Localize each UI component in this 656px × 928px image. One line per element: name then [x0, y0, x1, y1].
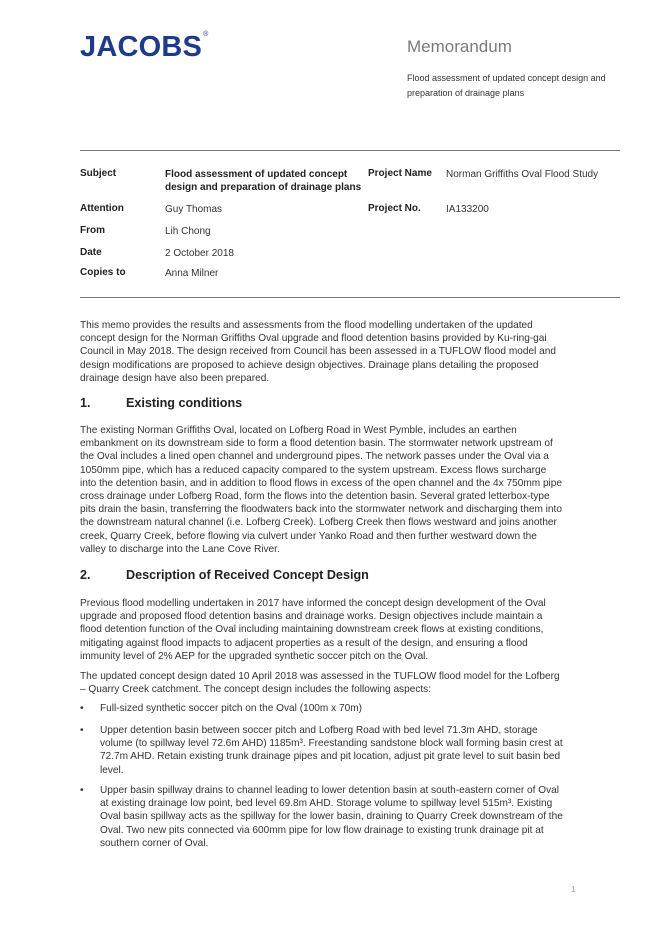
from-value: Lih Chong [165, 226, 211, 237]
document-type: Memorandum [407, 37, 512, 56]
section-2-paragraph-1: Previous flood modelling undertaken in 2017 have informed the concept design development of the Oval upgrade and proposed flood detention basins and drainage works. Design objectives include maintain a flood detention function of the Oval including maintaining downstream creek flows at existing conditions, mitigating against flood impacts to adjacent properties as a result of the design, and ensuring a flood immunity level of 2% AEP for the upgraded synthetic soccer pitch on the Oval. [80, 598, 546, 662]
document-subtitle: Flood assessment of updated concept design and preparation of drainage plans [407, 73, 606, 98]
project-name-label: Project Name [368, 168, 432, 179]
subject-label: Subject [80, 168, 117, 179]
page-number: 1 [571, 885, 576, 894]
attention-label: Attention [80, 203, 124, 214]
section-2-paragraph-2: The updated concept design dated 10 April 2018 was assessed in the TUFLOW flood model for the Lofberg – Quarry Creek catchment. The concept design includes the following aspects: [80, 671, 560, 696]
copies-to-value: Anna Milner [165, 268, 219, 279]
header-divider-bottom [80, 297, 620, 298]
subject-value: Flood assessment of updated concept design and preparation of drainage plans [165, 169, 362, 193]
project-name-value: Norman Griffiths Oval Flood Study [446, 169, 599, 180]
intro-paragraph: This memo provides the results and assessments from the flood modelling undertaken of the updated concept design for the Norman Griffiths Oval upgrade and flood detention basins provided by Ku-ring-gai Council in May 2018. The design received from Council has been assessed in a TUFLOW flood model and design modifications are proposed to achieve design objectives. Drainage plans detailing the proposed drainage design have also been prepared. [80, 320, 556, 384]
company-logo: JACOBS® [80, 31, 209, 63]
attention-value: Guy Thomas [165, 204, 223, 215]
header-divider-top [80, 150, 620, 151]
copies-to-label: Copies to [80, 267, 126, 278]
list-item: • Upper detention basin between soccer pitch and Lofberg Road with bed level 71.3m AHD, storage volume (to spillway level 72.6m AHD) 1185m³. Freestanding sandstone block wall forming basin crest at 72.7m AHD. Retain existing trunk drainage pipes and pit location, adjust pit grate level to suit basin bed level. [80, 725, 563, 776]
date-label: Date [80, 247, 102, 258]
list-item: • Upper basin spillway drains to channel leading to lower detention basin at south-eastern corner of Oval at existing drainage low point, bed level 69.8m AHD. Storage volume to spillway level 515m³. Existing Oval basin spillway acts as the spillway for the lower basin, draining to Quarry Creek downstream of the Oval. Two new pits connected via 600mm pipe for low flow drainage to existing trunk drainage pit at southern corner of Oval. [80, 785, 563, 849]
section-1-body: The existing Norman Griffiths Oval, located on Lofberg Road in West Pymble, includes an earthen embankment on its downstream side to form a flood detention basin. The stormwater network upstream of the Oval includes a lined open channel and underground pipes. The network passes under the Oval via a 1050mm pipe, which has a reduced capacity compared to the system upstream. Excess flows surcharge into the detention basin, and in addition to flood flows in excess of the open channel and the 4x 750mm pipe cross drainage under Lofberg Road, form the flows into the detention basin. Several grated letterbox-type pits drain the basin, transferring the floodwaters back into the stormwater network and discharging them into the downstream natural channel (i.e. Lofberg Creek). Lofberg Creek then flows westward and joins another creek, Quarry Creek, before flowing via culvert under Yanko Road and then further westward down the valley to discharge into the Lane Cove River. [80, 425, 563, 555]
date-value: 2 October 2018 [165, 248, 234, 259]
section-2-heading: 2. Description of Received Concept Design [80, 568, 369, 582]
section-1-heading: 1. Existing conditions [80, 396, 243, 410]
list-item: • Full-sized synthetic soccer pitch on the Oval (100m x 70m) [80, 703, 362, 714]
project-no-label: Project No. [368, 203, 421, 214]
project-no-value: IA133200 [446, 204, 489, 215]
from-label: From [80, 225, 105, 236]
